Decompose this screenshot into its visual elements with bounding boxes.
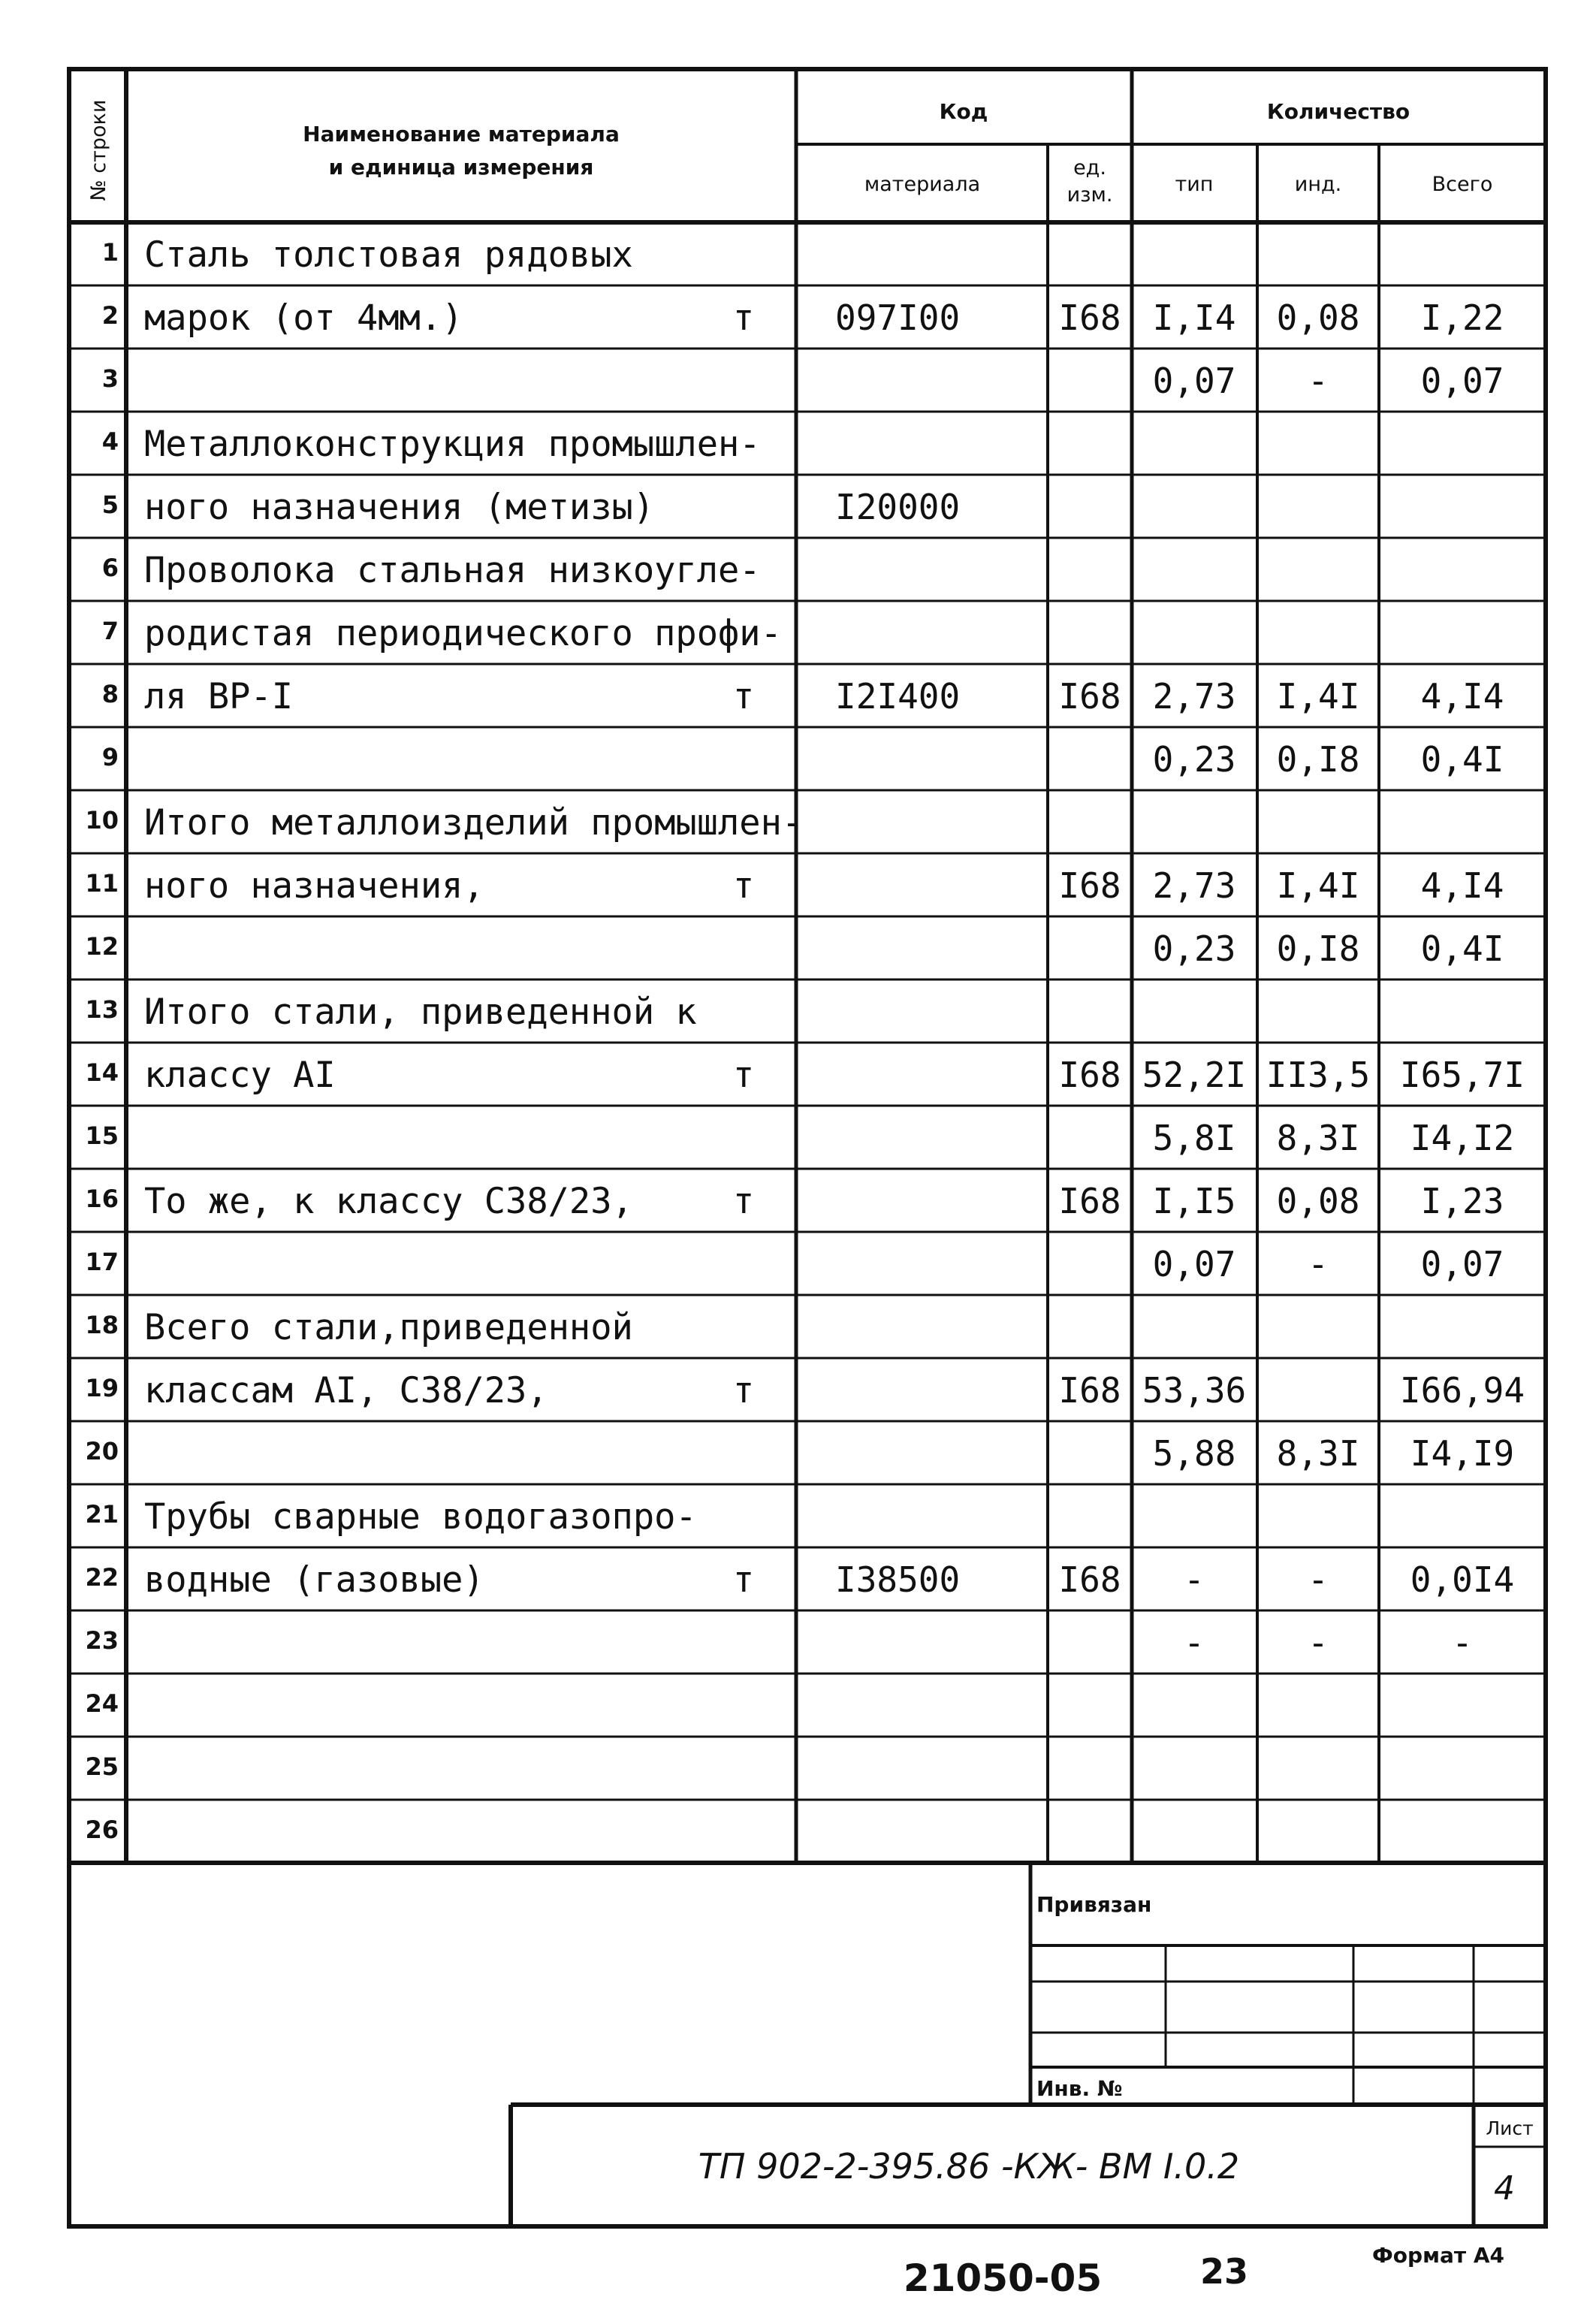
cell-qty-type: I,I5: [1152, 1180, 1236, 1221]
format-label: Формат А4: [1372, 2243, 1504, 2268]
cell-unit-code: I68: [1058, 675, 1121, 717]
table-row: [102, 613, 782, 654]
table-row: [102, 487, 960, 528]
row-number: 23: [85, 1625, 119, 1655]
table-row: [85, 1496, 696, 1538]
cell-qty-total: 4,I4: [1420, 865, 1504, 906]
sheet-number: 4: [1494, 2169, 1515, 2208]
header-name-line2: и единица измерения: [328, 155, 594, 180]
table-row: [85, 992, 696, 1033]
row-number: 24: [85, 1689, 119, 1718]
cell-unit: т: [732, 675, 755, 717]
cell-qty-type: 0,07: [1152, 1243, 1236, 1284]
cell-qty-ind: 8,3I: [1276, 1117, 1360, 1158]
cell-unit: т: [732, 1559, 755, 1601]
cell-qty-total: -: [1452, 1622, 1473, 1663]
cell-name: Сталь толстовая рядовых: [144, 234, 633, 276]
cell-qty-ind: II3,5: [1266, 1054, 1371, 1095]
table-row: [85, 1622, 1472, 1663]
header-qty-type: тип: [1175, 173, 1214, 196]
cell-qty-type: 5,88: [1152, 1432, 1236, 1474]
table-row: [85, 1752, 119, 1781]
document-code: ТП 902-2-395.86 -КЖ- ВМ I.0.2: [698, 2146, 1240, 2187]
cell-qty-ind: 0,08: [1276, 1180, 1360, 1221]
cell-name: Трубы сварные водогазопро-: [144, 1496, 697, 1538]
table-row: [85, 1689, 119, 1718]
cell-material-code: 097I00: [835, 297, 961, 338]
cell-unit-code: I68: [1058, 1559, 1121, 1600]
cell-unit-code: I68: [1058, 1054, 1121, 1095]
table-row: [85, 1307, 632, 1348]
cell-qty-ind: 8,3I: [1276, 1432, 1360, 1474]
cell-unit-code: I68: [1058, 865, 1121, 906]
table-row: [85, 1816, 119, 1844]
table-row: [102, 297, 1504, 339]
row-number: 22: [85, 1562, 119, 1592]
table-row: [85, 802, 803, 844]
cell-qty-type: -: [1184, 1622, 1205, 1663]
cell-name: ля ВР-I: [144, 675, 294, 717]
cell-qty-type: 5,8I: [1152, 1117, 1236, 1158]
row-number: 25: [85, 1752, 119, 1781]
row-number: 16: [85, 1184, 119, 1213]
cell-name: Проволока стальная низкоугле-: [144, 549, 761, 591]
row-number: 8: [101, 679, 119, 708]
table-row: [102, 424, 761, 465]
row-number: 9: [101, 742, 119, 771]
cell-qty-total: 0,4I: [1420, 928, 1504, 969]
cell-qty-ind: -: [1308, 1559, 1329, 1600]
cell-name: Итого металлоизделий промышлен-: [144, 801, 804, 844]
table-row: [102, 361, 1504, 401]
row-number: 26: [85, 1815, 119, 1844]
row-number: 7: [101, 616, 119, 645]
title-block: [511, 1863, 1546, 2226]
cell-unit: т: [732, 1054, 755, 1096]
cell-unit-code: I68: [1058, 1369, 1121, 1411]
cell-name: Металлоконструкция промышлен-: [144, 423, 761, 465]
cell-unit: т: [732, 865, 755, 907]
sheet-label: Лист: [1486, 2117, 1534, 2139]
row-number: 13: [85, 995, 119, 1024]
cell-qty-ind: 0,08: [1276, 297, 1360, 338]
cell-unit-code: I68: [1058, 1180, 1121, 1221]
header-name-line1: Наименование материала: [303, 122, 620, 146]
row-number: 21: [85, 1499, 119, 1529]
cell-qty-total: 4,I4: [1420, 675, 1504, 717]
cell-material-code: I2I400: [835, 675, 961, 717]
cell-qty-type: 0,07: [1152, 360, 1236, 401]
header-qty-total: Всего: [1432, 173, 1493, 196]
cell-material-code: I38500: [835, 1559, 961, 1600]
cell-name: ного назначения,: [144, 865, 484, 907]
order-number: 21050-05: [903, 2256, 1103, 2300]
cell-qty-ind: -: [1308, 1243, 1329, 1284]
header-quantity-group: Количество: [1266, 99, 1410, 124]
cell-qty-type: 2,73: [1152, 865, 1236, 906]
cell-name: марок (от 4мм.): [144, 297, 463, 339]
cell-qty-ind: -: [1308, 360, 1329, 401]
row-number: 5: [101, 490, 119, 519]
header-row-number: № строки: [87, 99, 110, 201]
row-number: 1: [101, 237, 119, 267]
header-unit-line1: ед.: [1073, 156, 1106, 180]
copy-number: 23: [1199, 2251, 1249, 2292]
table-header: [87, 99, 1492, 207]
table-row: [102, 550, 761, 591]
row-number: 18: [85, 1310, 119, 1339]
row-number: 11: [85, 868, 119, 898]
cell-qty-ind: I,4I: [1276, 865, 1360, 906]
table-row: [85, 1433, 1514, 1474]
cell-qty-ind: -: [1308, 1622, 1329, 1663]
cell-unit: т: [732, 1180, 755, 1222]
cell-name: ного назначения (метизы): [144, 486, 655, 528]
cell-qty-total: I66,94: [1399, 1369, 1525, 1411]
cell-qty-ind: I,4I: [1276, 675, 1360, 717]
cell-name: То же, к классу С38/23,: [144, 1180, 633, 1222]
cell-qty-ind: 0,I8: [1276, 738, 1360, 780]
row-number: 2: [101, 300, 119, 330]
cell-qty-type: I,I4: [1152, 297, 1236, 338]
cell-qty-type: 53,36: [1142, 1369, 1247, 1411]
row-number: 10: [85, 805, 119, 835]
stamp-bound-label: Привязан: [1036, 1892, 1152, 1917]
table-row: [102, 739, 1504, 780]
cell-qty-type: 52,2I: [1142, 1054, 1247, 1095]
cell-name: Всего стали,приведенной: [144, 1306, 633, 1348]
table-row: [102, 234, 633, 276]
cell-qty-total: 0,07: [1420, 360, 1504, 401]
row-number: 19: [85, 1373, 119, 1402]
cell-qty-total: 0,0I4: [1410, 1559, 1515, 1600]
row-number: 3: [101, 364, 119, 393]
cell-unit: т: [732, 1369, 755, 1411]
cell-qty-type: 0,23: [1152, 738, 1236, 780]
cell-qty-total: I,23: [1420, 1180, 1504, 1221]
cell-qty-ind: 0,I8: [1276, 928, 1360, 969]
row-number: 6: [101, 553, 119, 582]
cell-qty-total: 0,07: [1420, 1243, 1504, 1284]
cell-qty-total: I4,I9: [1410, 1432, 1515, 1474]
row-number: 20: [85, 1436, 119, 1465]
cell-qty-type: -: [1184, 1559, 1205, 1600]
cell-qty-total: I,22: [1420, 297, 1504, 338]
cell-qty-total: I65,7I: [1399, 1054, 1525, 1095]
cell-name: классу АI: [144, 1054, 336, 1096]
row-number: 12: [85, 931, 119, 961]
cell-unit: т: [732, 297, 755, 339]
header-qty-ind: инд.: [1294, 173, 1342, 196]
cell-name: Итого стали, приведенной к: [144, 991, 697, 1033]
table-row: [102, 676, 1504, 717]
cell-qty-type: 0,23: [1152, 928, 1236, 969]
cell-material-code: I20000: [835, 486, 961, 527]
footer: [904, 2243, 1504, 2300]
cell-name: классам АI, С38/23,: [144, 1369, 548, 1411]
table-row: [85, 1118, 1514, 1158]
row-number: 4: [101, 427, 119, 456]
table-row: [85, 1055, 1525, 1096]
table-row: [85, 1559, 1514, 1601]
cell-name: водные (газовые): [144, 1559, 484, 1601]
row-number: 15: [85, 1121, 119, 1150]
stamp-inv-label: Инв. №: [1036, 2076, 1123, 2101]
row-number: 14: [85, 1058, 119, 1087]
row-number: 17: [85, 1247, 119, 1276]
header-code-group: Код: [939, 99, 988, 124]
cell-qty-type: 2,73: [1152, 675, 1236, 717]
header-unit-line2: изм.: [1067, 183, 1113, 207]
cell-unit-code: I68: [1058, 297, 1121, 338]
table-row: [85, 1370, 1525, 1411]
cell-qty-total: I4,I2: [1410, 1117, 1515, 1158]
cell-name: родистая периодического профи-: [144, 612, 782, 654]
header-code-material: материала: [864, 173, 981, 196]
cell-qty-total: 0,4I: [1420, 738, 1504, 780]
